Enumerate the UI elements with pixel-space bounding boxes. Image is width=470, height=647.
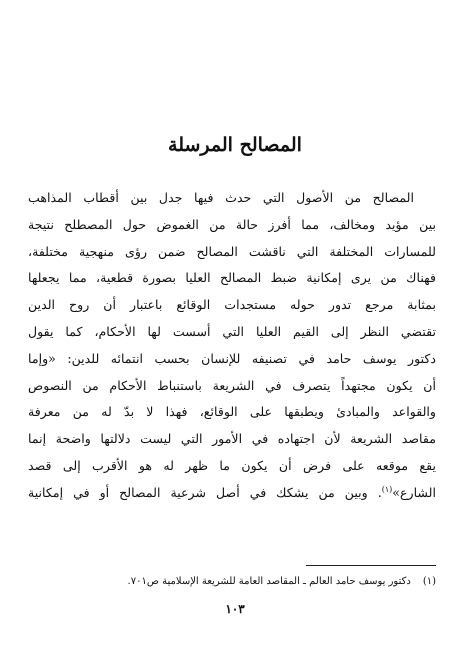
paragraph-line: تقتضي النظر إلى القيم العليا التي أسست لها الأحكام، كما يقول (28, 323, 436, 339)
chapter-title: المصالح المرسلة (168, 134, 302, 156)
footnote-number: (١) (422, 576, 436, 587)
paragraph-line: بين مؤيد ومخالف، مما أفرز حالة من الغموض حول المصطلح نتيجة (28, 216, 436, 232)
paragraph-line: والقواعد والمبادئ ويطبقها على الوقائع، فهذا لا بدّ له من معرفة (28, 404, 436, 420)
footnote-divider (306, 565, 436, 566)
paragraph-line: بمثابة مرجع تدور حوله مستجدات الوقائع باعتبار أن روح الدين (28, 297, 436, 313)
paragraph-line: فهناك من يرى إمكانية ضبط المصالح العليا بصورة قطعية، مما يجعلها (28, 270, 436, 286)
paragraph-line: المصالح من الأصول التي حدث فيها جدل بين أقطاب المذاهب (28, 190, 414, 205)
paragraph-line: يقع موقعه على فرض أن يكون ما ظهر له هو الأقرب إلى قصد (28, 457, 436, 473)
page-number: ١٠٣ (225, 602, 245, 616)
quote-end-text: الشارع» (392, 484, 436, 500)
footnote-reference[interactable]: (١) (381, 484, 393, 494)
body-paragraph (28, 185, 436, 507)
paragraph-line-tail: . وبين من يشكك في أصل شرعية المصالح أو في إمكانية (28, 484, 382, 500)
paragraph-line: مقاصد الشريعة لأن اجتهاده في الأمور التي ليست دلالتها واضحة إنما (28, 431, 436, 447)
footnote-text: دكتور يوسف حامد العالم ـ المقاصد العامة للشريعة الإسلامية ص٧٠١. (127, 576, 411, 587)
paragraph-line: أن يكون مجتهداً يتصرف في الشريعة باستنباط الأحكام من النصوص (28, 377, 436, 393)
footnote (26, 574, 436, 590)
paragraph-line-with-footnote-ref (28, 480, 436, 507)
paragraph-line: للمسارات المختلفة التي ناقشت المصالح ضمن رؤى منهجية مختلفة، (28, 243, 436, 259)
paragraph-line: دكتور يوسف حامد في تصنيفه للإنسان بحسب انتمائه للدين: «وإما (28, 350, 436, 366)
